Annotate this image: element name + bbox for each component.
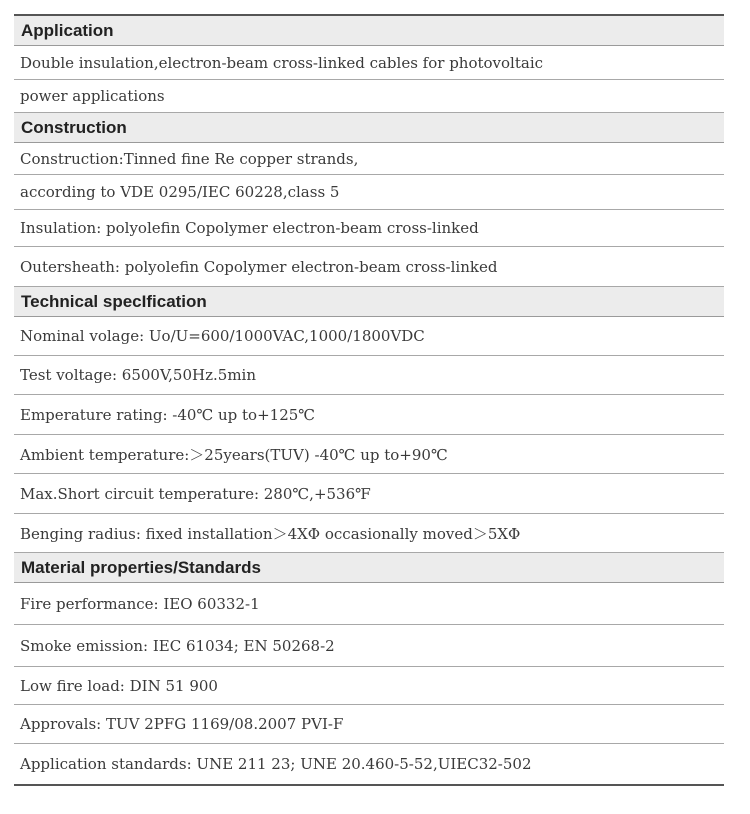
spec-row: Benging radius: fixed installation＞4XΦ occasionally moved＞5XΦ bbox=[14, 514, 724, 553]
spec-row: according to VDE 0295/IEC 60228,class 5 bbox=[14, 175, 724, 210]
section-construction bbox=[14, 113, 724, 287]
section-title-construction: Construction bbox=[14, 113, 724, 143]
spec-row: Outersheath: polyolefin Copolymer electron-beam cross-linked bbox=[14, 247, 724, 287]
section-technical-specification bbox=[14, 287, 724, 553]
spec-row: Application standards: UNE 211 23; UNE 20.460-5-52,UIEC32-502 bbox=[20, 755, 532, 773]
spec-row: Low fire load: DIN 51 900 bbox=[14, 667, 724, 705]
spec-row: Nominal volage: Uo/U=600/1000VAC,1000/1800VDC bbox=[14, 317, 724, 356]
spec-row: Smoke emission: IEC 61034; EN 50268-2 bbox=[14, 625, 724, 667]
spec-row: Ambient temperature:＞25years(TUV) -40℃ up to+90℃ bbox=[14, 435, 724, 474]
section-application bbox=[14, 16, 724, 113]
spec-row: Test voltage: 6500V,50Hz.5min bbox=[14, 356, 724, 395]
spec-sheet bbox=[14, 14, 724, 786]
section-material-properties bbox=[14, 553, 724, 784]
section-title-material-properties: Material properties/Standards bbox=[14, 553, 724, 583]
spec-row: Max.Short circuit temperature: 280℃,+536℉ bbox=[14, 474, 724, 514]
spec-row: Double insulation,electron-beam cross-linked cables for photovoltaic bbox=[14, 46, 724, 80]
spec-row: Construction:Tinned fine Re copper strands, bbox=[14, 143, 724, 175]
spec-row: power applications bbox=[14, 80, 724, 113]
bottom-rule bbox=[14, 784, 724, 786]
spec-row: Emperature rating: -40℃ up to+125℃ bbox=[14, 395, 724, 435]
spec-row: Fire performance: IEO 60332-1 bbox=[14, 583, 724, 625]
spec-row: Insulation: polyolefin Copolymer electron-beam cross-linked bbox=[14, 210, 724, 247]
section-title-application: Application bbox=[14, 16, 724, 46]
spec-row: Approvals: TUV 2PFG 1169/08.2007 PVI-F bbox=[14, 705, 724, 744]
section-title-technical-specification: Technical specIfication bbox=[14, 287, 724, 317]
